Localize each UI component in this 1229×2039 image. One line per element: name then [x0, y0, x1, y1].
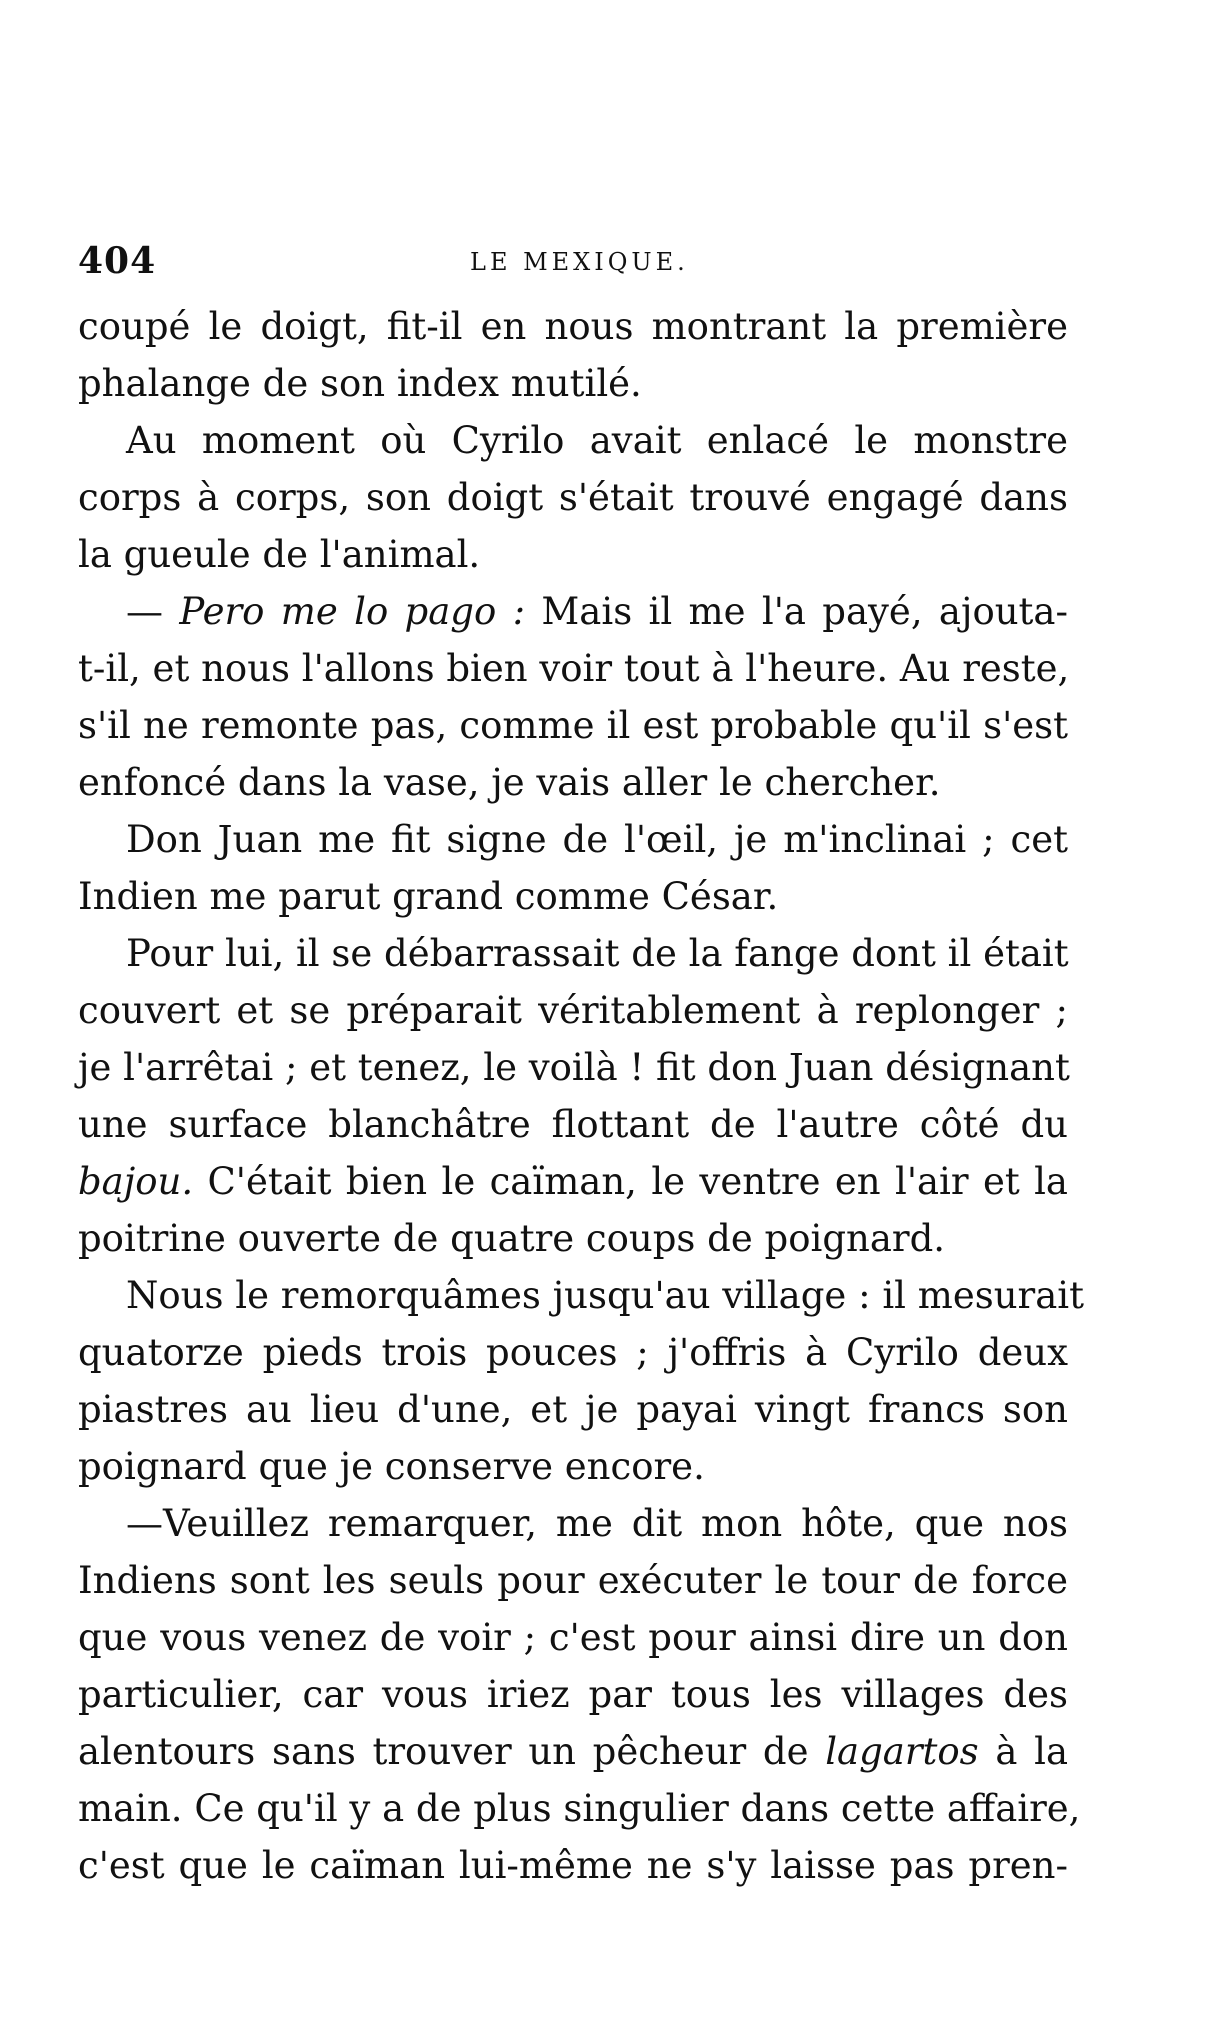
running-title: LE MEXIQUE.	[470, 248, 689, 276]
text-line: main. Ce qu'il y a de plus singulier dans cette affaire,	[78, 1787, 1081, 1830]
text-line: Pour lui, il se débarrassait de la fange dont il était	[126, 932, 1069, 975]
text-line: poignard que je conserve encore.	[78, 1445, 705, 1488]
page-header	[78, 240, 1068, 290]
text-line: —Veuillez remarquer, me dit mon hôte, que nos	[126, 1502, 1068, 1545]
text-line: enfoncé dans la vase, je vais aller le chercher.	[78, 761, 941, 804]
text-line: Indiens sont les seuls pour exécuter le tour de force	[78, 1559, 1068, 1602]
text-fragment: Mais il me l'a payé, ajouta-	[525, 590, 1068, 633]
text-line: couvert et se préparait véritablement à replonger ;	[78, 989, 1068, 1032]
text-line: piastres au lieu d'une, et je payai vingt francs son	[78, 1388, 1068, 1431]
book-page	[78, 240, 1084, 1894]
text-fragment: alentours sans trouver un pêcheur de	[78, 1730, 826, 1773]
body-text	[78, 298, 1084, 1894]
text-fragment: C'était bien le caïman, le ventre en l'air et la	[193, 1160, 1068, 1203]
page-number: 404	[78, 240, 157, 282]
text-line: quatorze pieds trois pouces ; j'offris à Cyrilo deux	[78, 1331, 1068, 1374]
text-line: la gueule de l'animal.	[78, 533, 481, 576]
text-line: une surface blanchâtre flottant de l'autre côté du	[78, 1103, 1068, 1146]
text-line: particulier, car vous iriez par tous les villages des	[78, 1673, 1068, 1716]
text-line: Nous le remorquâmes jusqu'au village : il mesurait	[126, 1274, 1084, 1317]
text-line: que vous venez de voir ; c'est pour ainsi dire un don	[78, 1616, 1068, 1659]
text-line: phalange de son index mutilé.	[78, 362, 642, 405]
text-line	[78, 583, 1068, 640]
italic-phrase: lagartos	[825, 1730, 979, 1773]
italic-phrase: bajou.	[78, 1160, 194, 1203]
text-line: Au moment où Cyrilo avait enlacé le monstre	[126, 419, 1068, 462]
text-fragment: —	[126, 590, 180, 633]
text-line: c'est que le caïman lui-même ne s'y laisse pas pren-	[78, 1844, 1068, 1887]
text-fragment: à la	[978, 1730, 1068, 1773]
text-line: corps à corps, son doigt s'était trouvé engagé dans	[78, 476, 1068, 519]
text-line: Indien me parut grand comme César.	[78, 875, 779, 918]
italic-phrase: Pero me lo pago :	[179, 590, 526, 633]
text-line	[78, 1153, 1068, 1210]
text-line: s'il ne remonte pas, comme il est probable qu'il s'est	[78, 704, 1068, 747]
text-line: poitrine ouverte de quatre coups de poignard.	[78, 1217, 946, 1260]
text-line: je l'arrêtai ; et tenez, le voilà ! fit don Juan désignant	[78, 1046, 1070, 1089]
text-line	[78, 1723, 1068, 1780]
text-line: coupé le doigt, fit-il en nous montrant la première	[78, 305, 1068, 348]
text-line: t-il, et nous l'allons bien voir tout à l'heure. Au reste,	[78, 647, 1070, 690]
text-line: Don Juan me fit signe de l'œil, je m'inclinai ; cet	[126, 818, 1068, 861]
